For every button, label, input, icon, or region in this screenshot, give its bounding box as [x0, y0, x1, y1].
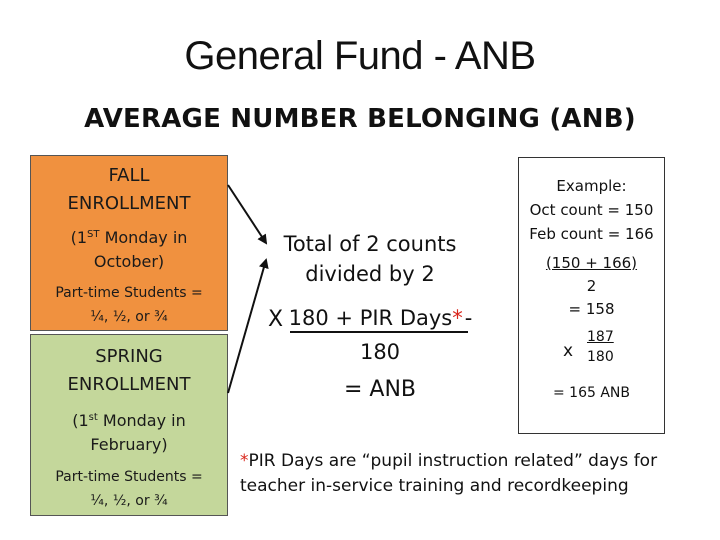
fraction-bar [290, 331, 468, 333]
example-frac-num: 187 [587, 329, 614, 345]
example-feb: Feb count = 166 [529, 225, 654, 243]
spring-date-line2: February) [90, 435, 168, 454]
footnote-line1: *PIR Days are “pupil instruction related” days for [240, 451, 658, 471]
spring-arrow [228, 260, 266, 393]
formula-result: = ANB [343, 377, 417, 402]
spring-date-line1: (1st Monday in [72, 411, 186, 430]
page-subtitle: AVERAGE NUMBER BELONGING (ANB) [84, 104, 636, 134]
example-multiply [519, 327, 664, 381]
example-box [518, 157, 665, 434]
example-avg: = 158 [568, 300, 615, 318]
spring-part-time-line1: Part-time Students = [55, 469, 203, 485]
multiply-sign: X [268, 307, 284, 332]
footnote [240, 449, 710, 499]
fall-part-time-line1: Part-time Students = [55, 285, 203, 301]
fall-heading-line2: ENROLLMENT [67, 193, 191, 214]
example-frac-den: 180 [587, 349, 614, 365]
fall-date-line1: (1ST Monday in [70, 228, 188, 247]
formula-numerator: 180 + PIR Days*- [288, 306, 473, 330]
example-divisor: 2 [586, 277, 597, 295]
spring-heading-line1: SPRING [95, 346, 163, 367]
spring-part-time-line2: ¼, ½, or ¾ [90, 493, 168, 509]
page-title: General Fund - ANB [184, 34, 536, 78]
example-oct: Oct count = 150 [529, 201, 654, 219]
total-line2: divided by 2 [305, 262, 435, 286]
example-multiply-sign: x [563, 341, 574, 361]
total-line1: Total of 2 counts [283, 232, 457, 256]
formula-fraction [288, 305, 473, 331]
spring-date-sup: st [88, 412, 98, 423]
example-label: Example: [556, 177, 627, 195]
fall-date-sup: ST [87, 229, 100, 240]
spring-heading-line2: ENROLLMENT [67, 374, 191, 395]
fall-heading-line1: FALL [108, 165, 150, 186]
fall-arrow [228, 185, 266, 243]
example-result: = 165 ANB [552, 385, 630, 401]
formula-denominator: 180 [359, 340, 401, 364]
fall-date-line2: October) [93, 252, 165, 271]
fall-part-time-line2: ¼, ½, or ¾ [90, 309, 168, 325]
example-sum: (150 + 166) [545, 254, 638, 272]
footnote-line2: teacher in-service training and recordkeeping [240, 476, 629, 496]
formula-asterisk: * [452, 306, 463, 330]
total-text [270, 229, 470, 289]
footnote-asterisk: * [240, 451, 249, 471]
